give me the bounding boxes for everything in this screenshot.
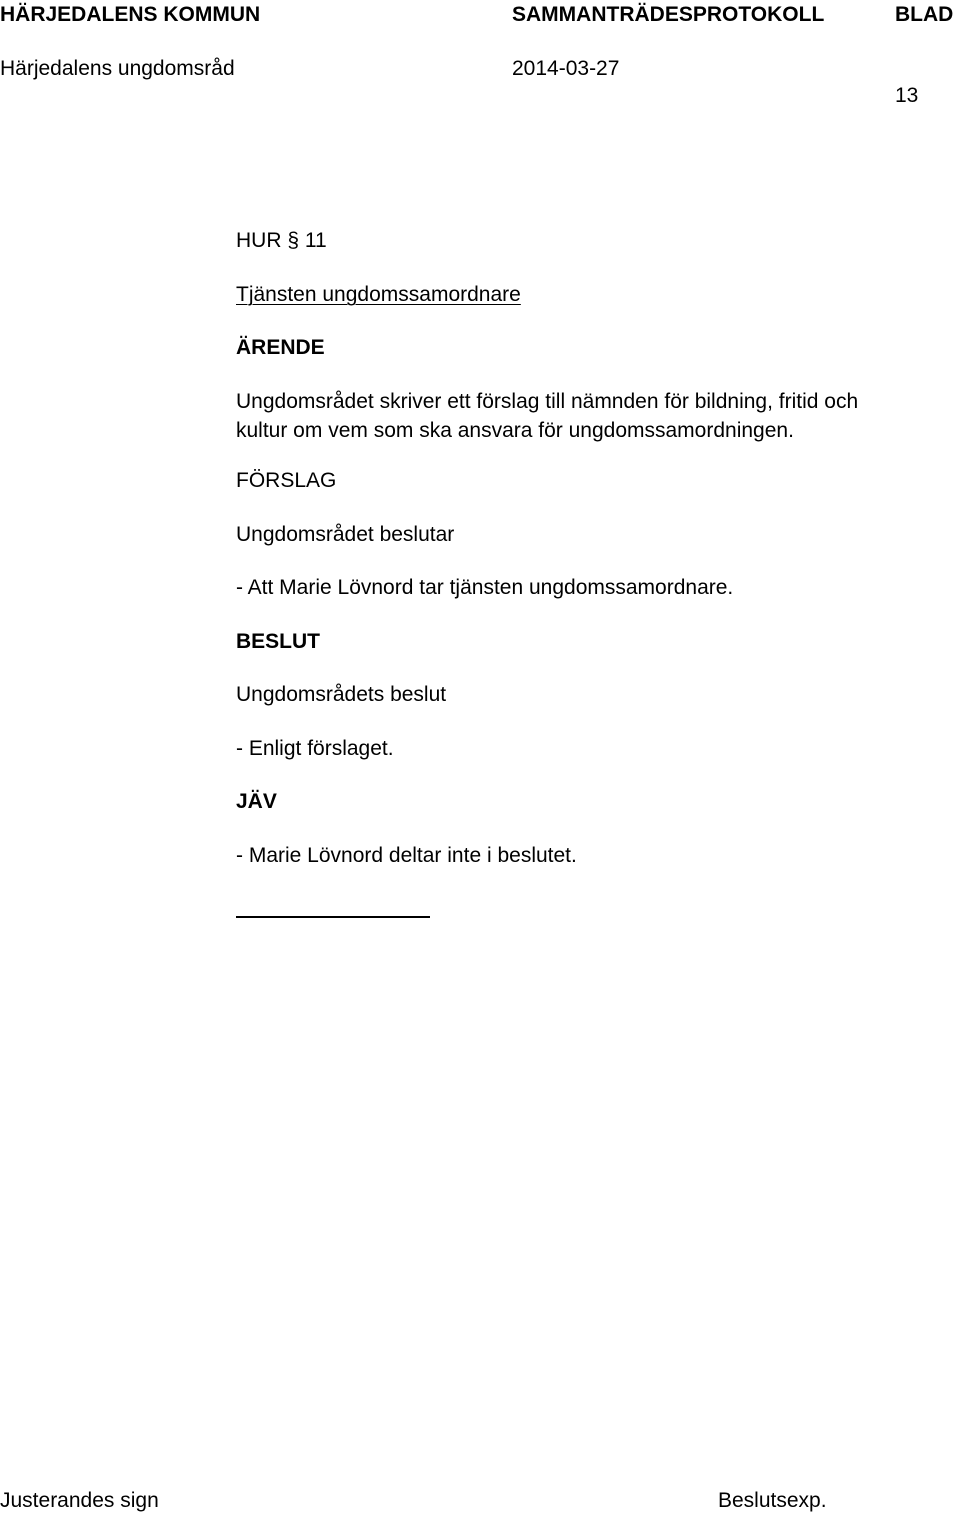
footer-beslutsexp: Beslutsexp.: [718, 1489, 827, 1512]
forslag-item: - Att Marie Lövnord tar tjänsten ungdomssamordnare.: [236, 576, 734, 599]
section-reference: HUR § 11: [236, 229, 327, 252]
jav-heading: JÄV: [236, 790, 277, 813]
beslut-item: - Enligt förslaget.: [236, 737, 394, 760]
footer-justerandes-sign: Justerandes sign: [0, 1489, 159, 1512]
organization-name: HÄRJEDALENS KOMMUN: [0, 3, 261, 26]
page-number: 13: [895, 84, 919, 107]
arende-text-line-2: kultur om vem som ska ansvara för ungdomssamordningen.: [236, 419, 794, 442]
arende-text-line-1: Ungdomsrådet skriver ett förslag till nämnden för bildning, fritid och: [236, 390, 859, 413]
sheet-label: BLAD: [895, 3, 954, 26]
jav-item: - Marie Lövnord deltar inte i beslutet.: [236, 844, 577, 867]
forslag-intro: Ungdomsrådet beslutar: [236, 523, 455, 546]
forslag-heading: FÖRSLAG: [236, 469, 337, 492]
signature-line: [236, 916, 430, 918]
section-title: Tjänsten ungdomssamordnare: [236, 283, 521, 306]
arende-heading: ÄRENDE: [236, 336, 325, 359]
body-name: Härjedalens ungdomsråd: [0, 57, 235, 80]
beslut-intro: Ungdomsrådets beslut: [236, 683, 447, 706]
protocol-type: SAMMANTRÄDESPROTOKOLL: [512, 3, 825, 26]
beslut-heading: BESLUT: [236, 630, 320, 653]
meeting-date: 2014-03-27: [512, 57, 620, 80]
